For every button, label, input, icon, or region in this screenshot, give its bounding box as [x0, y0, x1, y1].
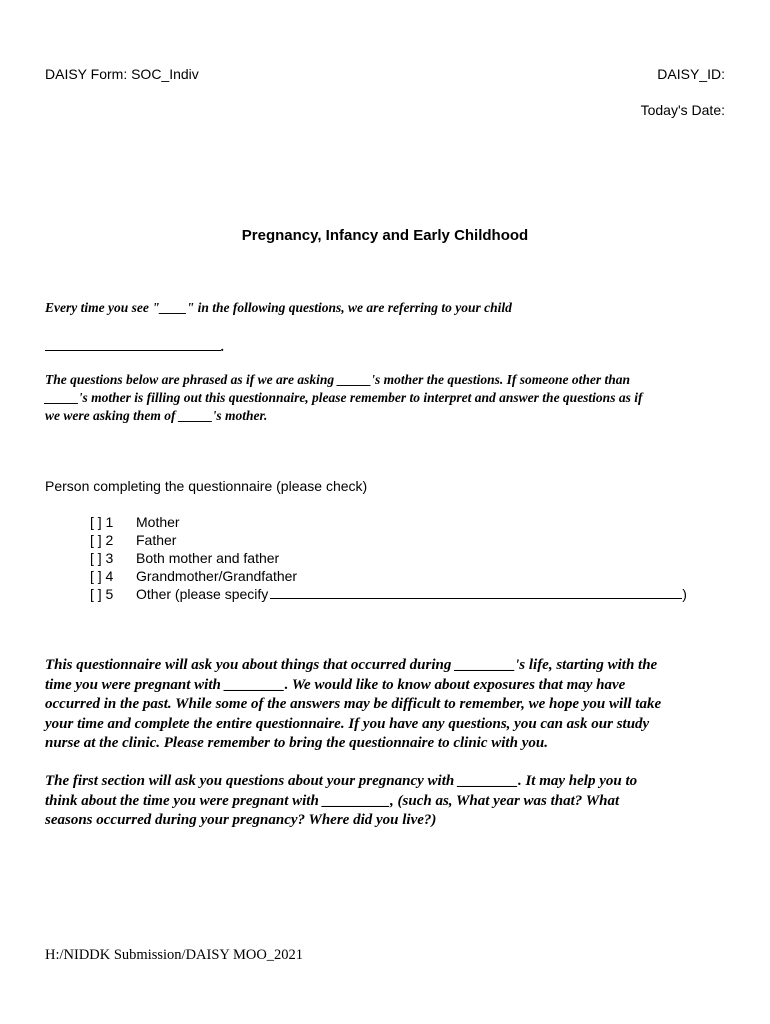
questionnaire-description — [45, 656, 725, 754]
checkbox[interactable]: [ ] 2 — [90, 532, 114, 548]
page-title: Pregnancy, Infancy and Early Childhood — [241, 227, 529, 244]
paragraph-line: The questions below are phrased as if we are asking _____'s mother the questions. If someone other than — [45, 372, 631, 387]
other-specify-field[interactable] — [270, 585, 682, 599]
todays-date-label: Today's Date: — [640, 102, 725, 118]
child-name-line — [45, 336, 221, 351]
footer-path: H:/NIDDK Submission/DAISY MOO_2021 — [45, 947, 304, 963]
first-section-description — [45, 772, 725, 831]
checkbox[interactable]: [ ] 1 — [90, 514, 114, 530]
option-label: Grandmother/Grandfather — [136, 568, 298, 584]
checkbox[interactable]: [ ] 3 — [90, 550, 114, 566]
option-grandparent[interactable] — [90, 567, 687, 585]
paragraph-line: nurse at the clinic. Please remember to bring the questionnaire to clinic with you. — [45, 735, 548, 751]
paragraph-line: we were asking them of _____'s mother. — [45, 408, 268, 423]
paragraph-line: This questionnaire will ask you about things that occurred during ________'s life, starting with the — [45, 657, 658, 673]
option-both-parents[interactable] — [90, 549, 687, 567]
intro-period: . — [221, 339, 225, 354]
option-mother[interactable] — [90, 513, 687, 531]
checkbox[interactable]: [ ] 4 — [90, 568, 114, 584]
paragraph-line: time you were pregnant with ________. We would like to know about exposures that may have — [45, 676, 626, 693]
person-completing-options — [90, 513, 687, 603]
form-name: DAISY Form: SOC_Indiv — [45, 66, 199, 82]
paragraph-line: The first section will ask you questions about your pregnancy with ________. It may help you to — [45, 773, 638, 789]
intro-line: Every time you see "____" in the following questions, we are referring to your child — [45, 300, 512, 315]
paragraph-line: your time and complete the entire questionnaire. If you have any questions, you can ask our study — [45, 715, 650, 732]
person-completing-label: Person completing the questionnaire (please check) — [45, 478, 368, 494]
daisy-id-label: DAISY_ID: — [657, 66, 725, 82]
other-close-paren: ) — [682, 586, 687, 602]
paragraph-line: _____'s mother is filling out this questionnaire, please remember to interpret and answer the questions as if — [45, 390, 643, 405]
option-other[interactable] — [90, 585, 687, 603]
checkbox[interactable]: [ ] 5 — [90, 586, 114, 602]
option-label: Other (please specify — [136, 586, 269, 602]
phrasing-paragraph — [45, 371, 725, 425]
option-label: Both mother and father — [136, 550, 280, 566]
option-father[interactable] — [90, 531, 687, 549]
paragraph-line: seasons occurred during your pregnancy? Where did you live?) — [45, 812, 437, 828]
option-label: Mother — [136, 514, 180, 530]
paragraph-line: occurred in the past. While some of the answers may be difficult to remember, we hope you will take — [45, 696, 662, 712]
paragraph-line: think about the time you were pregnant with _________, (such as, What year was that? What — [45, 792, 620, 809]
option-label: Father — [136, 532, 177, 548]
child-name-blank — [45, 336, 224, 355]
